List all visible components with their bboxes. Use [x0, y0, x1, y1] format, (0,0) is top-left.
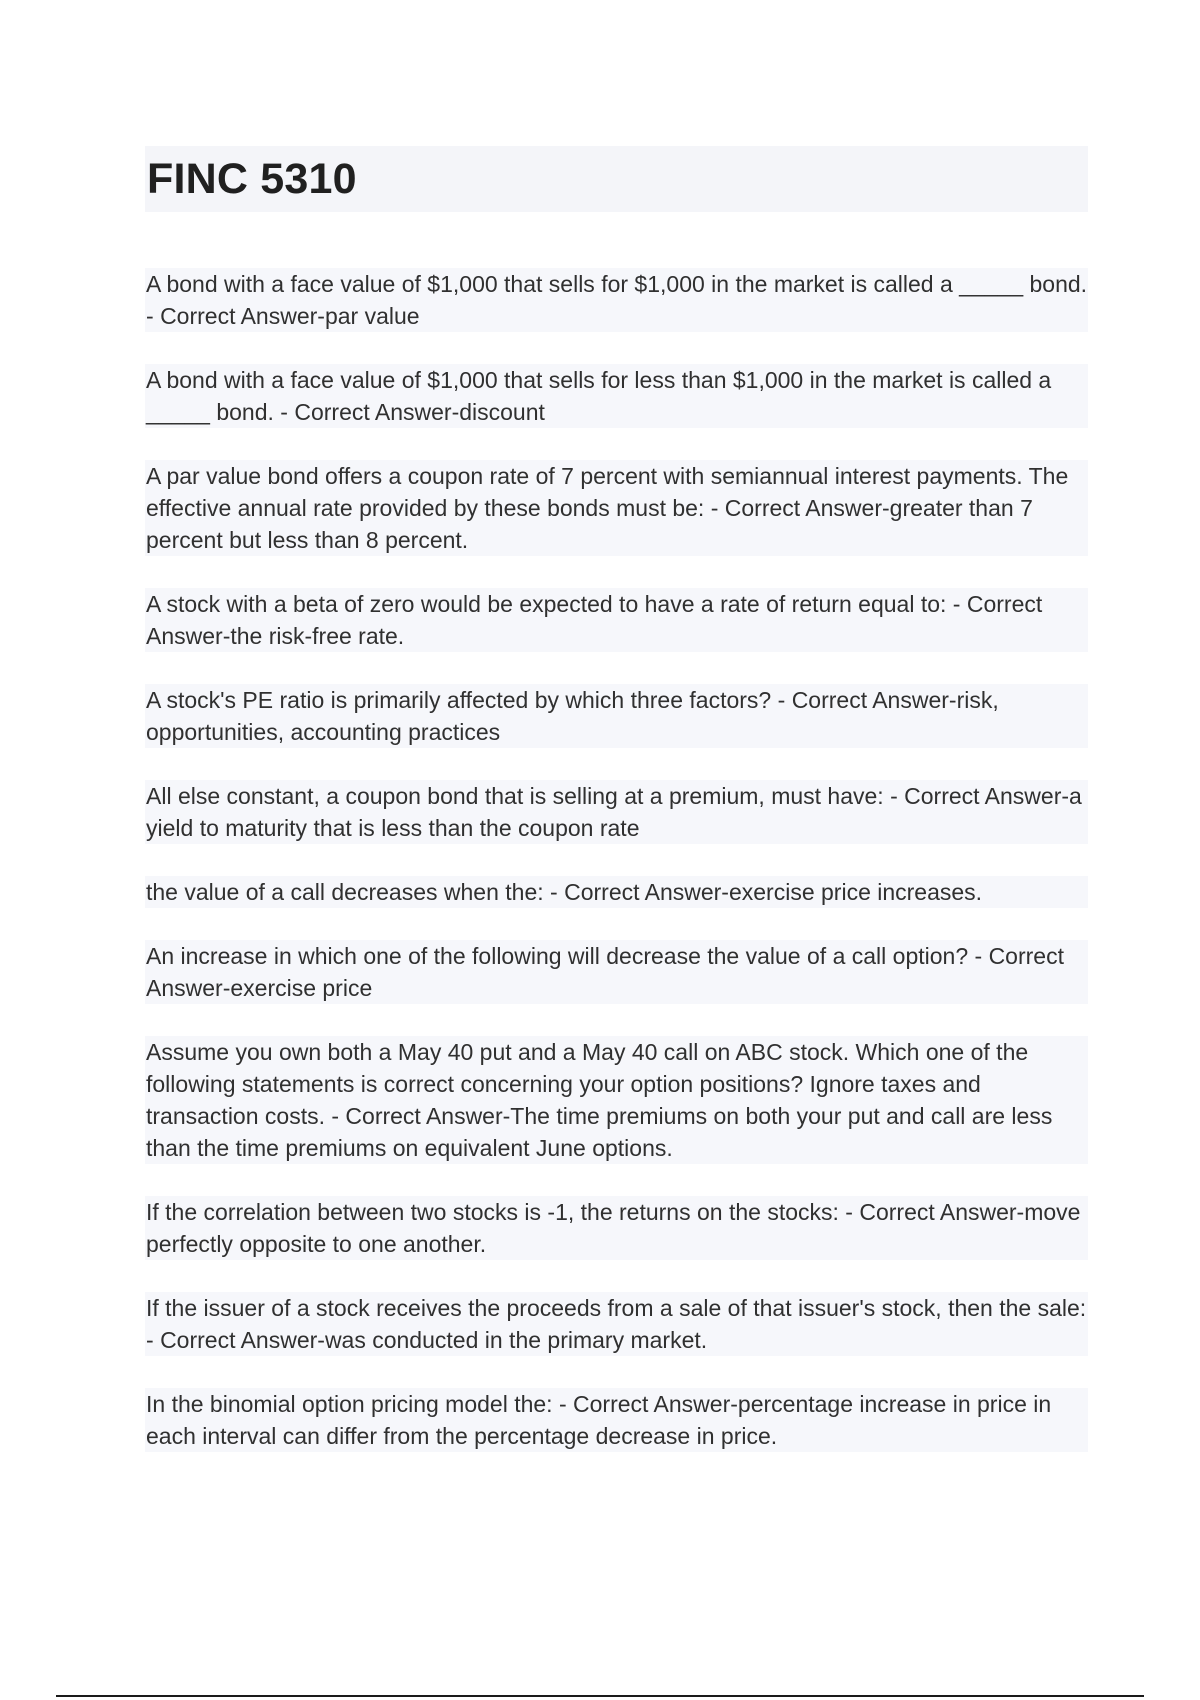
question-text: If the correlation between two stocks is -1, the returns on the stocks: — [146, 1199, 839, 1225]
answer-prefix: Correct Answer- — [146, 943, 1064, 1001]
question-text: In the binomial option pricing model the: — [146, 1391, 553, 1417]
separator: - — [543, 879, 565, 905]
qa-item — [145, 1388, 1088, 1452]
answer-prefix: Correct Answer- — [564, 879, 729, 905]
question-text: An increase in which one of the following will decrease the value of a call option? — [146, 943, 969, 969]
answer-prefix: Correct Answer- — [160, 1327, 325, 1353]
qa-item — [145, 1196, 1088, 1260]
answer-prefix: Correct Answer- — [791, 687, 957, 713]
answer-text: discount — [459, 399, 545, 425]
separator: - — [883, 783, 905, 809]
answer-prefix: Correct Answer- — [345, 1103, 511, 1129]
answer-text: exercise price — [230, 975, 373, 1001]
separator: - — [838, 1199, 860, 1225]
question-text: A stock with a beta of zero would be expected to have a rate of return equal to: — [146, 591, 947, 617]
question-text: A par value bond offers a coupon rate of 7 percent with semiannual interest payments. The effective annual rate provided by these bonds must be: — [146, 463, 1069, 521]
qa-item — [145, 1036, 1088, 1164]
answer-prefix: Correct Answer- — [859, 1199, 1025, 1225]
qa-item — [145, 780, 1088, 844]
question-text: All else constant, a coupon bond that is selling at a premium, must have: — [146, 783, 884, 809]
question-text: the value of a call decreases when the: — [146, 879, 544, 905]
separator: - — [146, 1327, 161, 1353]
qa-list — [145, 268, 1088, 1452]
separator: - — [146, 303, 161, 329]
separator: - — [946, 591, 967, 617]
separator: - — [968, 943, 989, 969]
separator: - — [704, 495, 725, 521]
question-text: A bond with a face value of $1,000 that sells for $1,000 in the market is called a _____ bond. — [146, 271, 1088, 297]
question-text: A stock's PE ratio is primarily affected by which three factors? — [146, 687, 772, 713]
answer-text: percentage increase in price in each interval can differ from the percentage decrease in price. — [146, 1391, 1052, 1449]
separator: - — [552, 1391, 574, 1417]
qa-item — [145, 684, 1088, 748]
answer-prefix: Correct Answer- — [573, 1391, 738, 1417]
answer-text: move perfectly opposite to one another. — [146, 1199, 1081, 1257]
qa-item — [145, 460, 1088, 556]
separator: - — [324, 1103, 346, 1129]
qa-item — [145, 1292, 1088, 1356]
qa-item — [145, 876, 1088, 908]
answer-prefix: Correct Answer- — [160, 303, 325, 329]
answer-text: par value — [324, 303, 420, 329]
answer-prefix: Correct Answer- — [146, 591, 1043, 649]
separator: - — [771, 687, 792, 713]
answer-text: exercise price increases. — [728, 879, 983, 905]
bottom-divider — [56, 1695, 1144, 1697]
separator: - — [273, 399, 295, 425]
answer-prefix: Correct Answer- — [724, 495, 890, 521]
qa-item — [145, 268, 1088, 332]
question-text: Assume you own both a May 40 put and a May 40 call on ABC stock. Which one of the following statements is correct concerning your option positions? Ignore taxes and transaction costs. — [146, 1039, 1029, 1129]
answer-text: a yield to maturity that is less than the coupon rate — [146, 783, 1082, 841]
question-text: If the issuer of a stock receives the proceeds from a sale of that issuer's stock, then the sale: — [146, 1295, 1087, 1321]
qa-item — [145, 940, 1088, 1004]
answer-prefix: Correct Answer- — [904, 783, 1070, 809]
answer-prefix: Correct Answer- — [294, 399, 460, 425]
question-text: A bond with a face value of $1,000 that sells for less than $1,000 in the market is called a _____ bond. — [146, 367, 1052, 425]
answer-text: was conducted in the primary market. — [324, 1327, 708, 1353]
answer-text: the risk-free rate. — [230, 623, 405, 649]
document-title: FINC 5310 — [147, 155, 357, 203]
qa-item — [145, 588, 1088, 652]
title-block — [145, 146, 1088, 212]
qa-item — [145, 364, 1088, 428]
answer-text: The time premiums on both your put and call are less than the time premiums on equivalent June options. — [146, 1103, 1053, 1161]
answer-text: greater than 7 percent but less than 8 percent. — [146, 495, 1033, 553]
answer-text: risk, opportunities, accounting practices — [146, 687, 999, 745]
